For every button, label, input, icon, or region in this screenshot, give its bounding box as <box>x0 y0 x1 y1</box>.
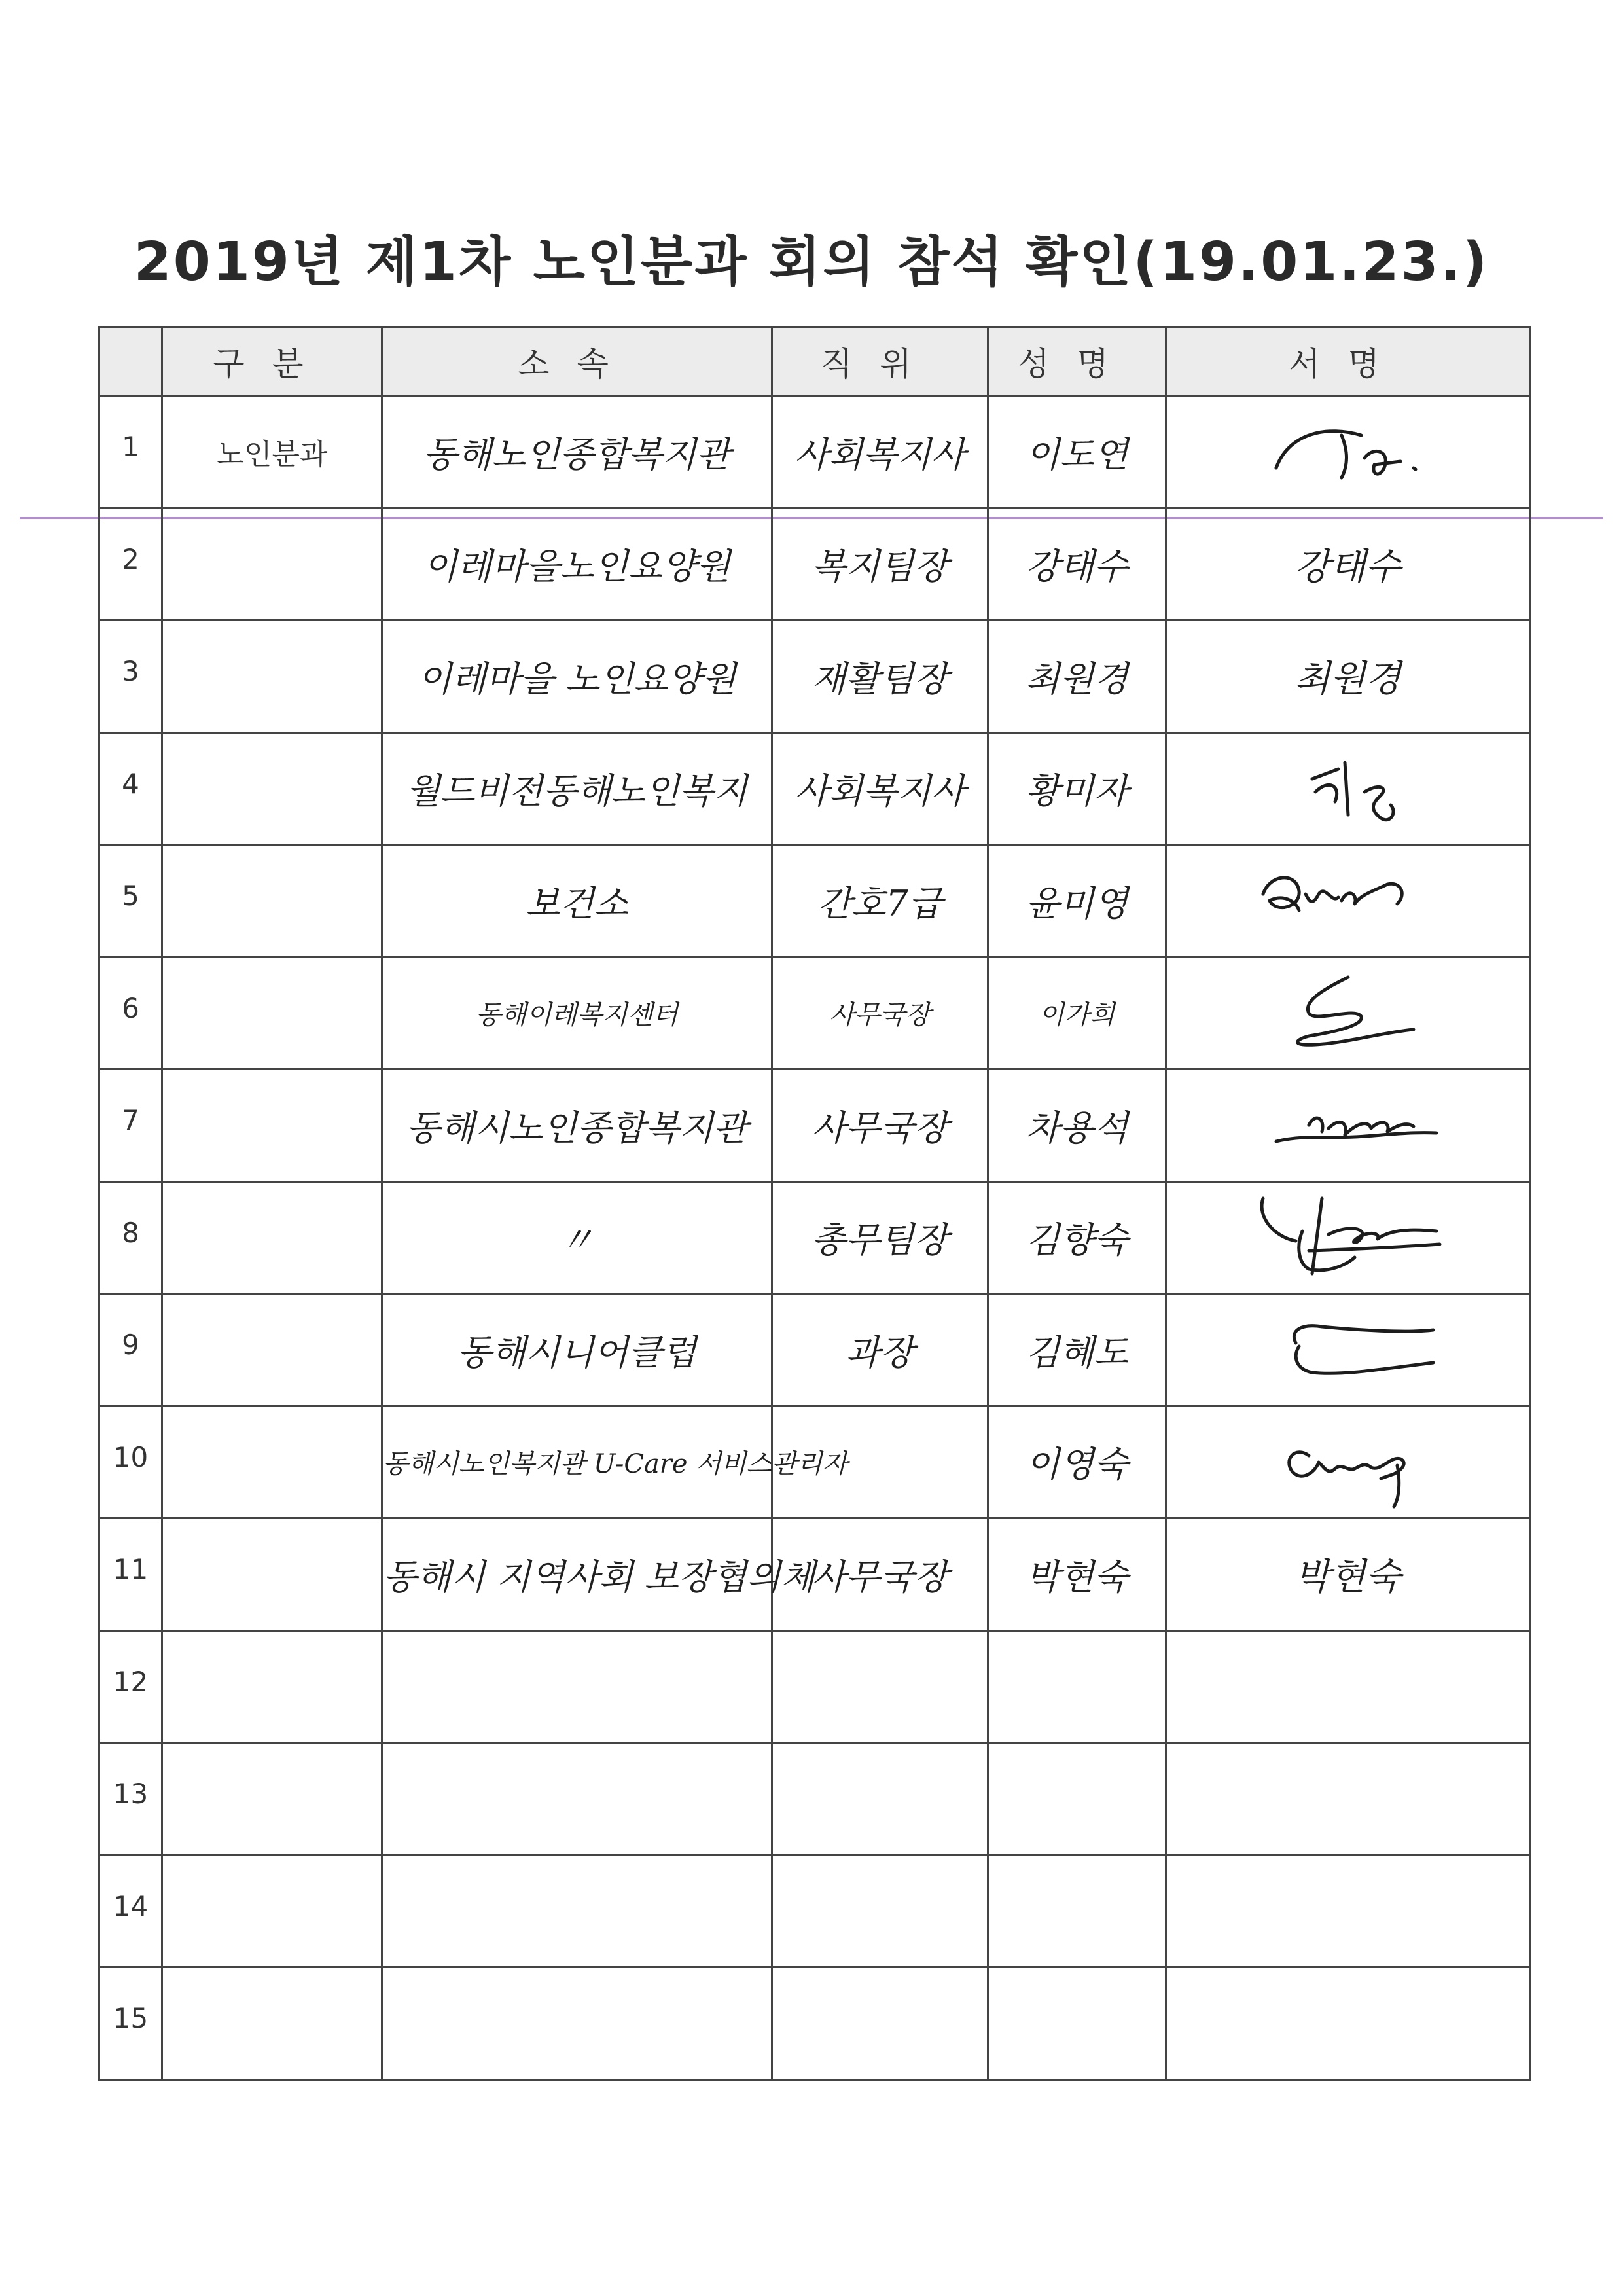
row-name: 이가희 <box>988 957 1166 1069</box>
row-number: 12 <box>99 1630 162 1743</box>
row-affiliation: 이레마을 노인요양원 <box>382 620 772 733</box>
row-affiliation: 보건소 <box>382 845 772 958</box>
row-number: 6 <box>99 957 162 1069</box>
row-name: 김혜도 <box>988 1294 1166 1407</box>
row-signature <box>1166 396 1530 509</box>
handwritten-signature <box>1250 967 1446 1059</box>
row-number: 7 <box>99 1069 162 1182</box>
row-division: 노인분과 <box>162 396 382 509</box>
row-signature: 강태수 <box>1166 508 1530 620</box>
row-signature: 박현숙 <box>1166 1518 1530 1631</box>
row-signature <box>1166 957 1530 1069</box>
handwritten-signature <box>1250 1304 1446 1395</box>
header-signature: 서명 <box>1166 327 1530 396</box>
row-affiliation: 〃 <box>382 1181 772 1294</box>
row-affiliation: 동해시 지역사회 보장협의체 <box>382 1518 772 1631</box>
row-position: 간호7급 <box>772 845 988 958</box>
row-position: 사무국장 <box>772 1069 988 1182</box>
row-position: 사무국장 <box>772 957 988 1069</box>
row-division <box>162 620 382 733</box>
row-position <box>772 1967 988 2080</box>
table-header-row <box>99 327 1530 396</box>
row-affiliation: 동해노인종합복지관 <box>382 396 772 509</box>
table-row <box>99 396 1530 509</box>
row-signature <box>1166 1855 1530 1967</box>
row-division <box>162 1630 382 1743</box>
row-signature <box>1166 732 1530 845</box>
row-position: 사회복지사 <box>772 732 988 845</box>
table-row <box>99 1967 1530 2080</box>
row-name <box>988 1743 1166 1856</box>
row-name: 차용석 <box>988 1069 1166 1182</box>
table-row <box>99 1630 1530 1743</box>
row-name: 최원경 <box>988 620 1166 733</box>
row-division <box>162 1294 382 1407</box>
row-division <box>162 1743 382 1856</box>
row-name: 이영숙 <box>988 1406 1166 1518</box>
row-affiliation: 이레마을노인요양원 <box>382 508 772 620</box>
handwritten-signature <box>1250 1079 1446 1171</box>
table-row <box>99 1069 1530 1182</box>
row-number: 15 <box>99 1967 162 2080</box>
row-division <box>162 732 382 845</box>
row-division <box>162 1181 382 1294</box>
header-number <box>99 327 162 396</box>
row-name: 이도연 <box>988 396 1166 509</box>
row-division <box>162 1855 382 1967</box>
handwritten-signature <box>1250 743 1446 834</box>
table-row <box>99 732 1530 845</box>
row-signature <box>1166 845 1530 958</box>
row-number: 1 <box>99 396 162 509</box>
table-row <box>99 1855 1530 1967</box>
table-row <box>99 1518 1530 1631</box>
row-position <box>772 1855 988 1967</box>
row-position <box>772 1630 988 1743</box>
row-position <box>772 1743 988 1856</box>
table-row <box>99 620 1530 733</box>
document-title: 2019년 제1차 노인분과 회의 참석 확인(19.01.23.) <box>134 231 1489 293</box>
row-position: 복지팀장 <box>772 508 988 620</box>
row-signature <box>1166 1743 1530 1856</box>
table-row <box>99 1406 1530 1518</box>
header-position: 직위 <box>772 327 988 396</box>
row-signature: 최원경 <box>1166 620 1530 733</box>
row-number: 5 <box>99 845 162 958</box>
row-division <box>162 845 382 958</box>
table-row <box>99 845 1530 958</box>
handwritten-signature <box>1250 1416 1446 1508</box>
row-signature <box>1166 1406 1530 1518</box>
handwritten-signature <box>1250 406 1446 497</box>
row-number: 14 <box>99 1855 162 1967</box>
row-position: 과장 <box>772 1294 988 1407</box>
row-number: 11 <box>99 1518 162 1631</box>
row-signature <box>1166 1294 1530 1407</box>
row-name: 강태수 <box>988 508 1166 620</box>
table-row <box>99 957 1530 1069</box>
row-name: 황미자 <box>988 732 1166 845</box>
table-row <box>99 1294 1530 1407</box>
row-division <box>162 1967 382 2080</box>
row-name <box>988 1630 1166 1743</box>
row-division <box>162 1518 382 1631</box>
row-name: 김향숙 <box>988 1181 1166 1294</box>
row-division <box>162 957 382 1069</box>
row-affiliation <box>382 1855 772 1967</box>
row-position: 재활팀장 <box>772 620 988 733</box>
row-affiliation <box>382 1743 772 1856</box>
row-signature <box>1166 1630 1530 1743</box>
row-division <box>162 508 382 620</box>
row-name: 윤미영 <box>988 845 1166 958</box>
row-number: 13 <box>99 1743 162 1856</box>
row-affiliation: 동해시니어클럽 <box>382 1294 772 1407</box>
row-signature <box>1166 1069 1530 1182</box>
row-number: 2 <box>99 508 162 620</box>
header-affiliation: 소속 <box>382 327 772 396</box>
row-number: 8 <box>99 1181 162 1294</box>
header-name: 성명 <box>988 327 1166 396</box>
row-signature <box>1166 1181 1530 1294</box>
row-name <box>988 1855 1166 1967</box>
row-number: 3 <box>99 620 162 733</box>
row-position: 사회복지사 <box>772 396 988 509</box>
table-row <box>99 1181 1530 1294</box>
row-affiliation: 동해시노인종합복지관 <box>382 1069 772 1182</box>
row-number: 9 <box>99 1294 162 1407</box>
row-position: 사무국장 <box>772 1518 988 1631</box>
row-division <box>162 1069 382 1182</box>
handwritten-signature <box>1250 855 1446 946</box>
row-name: 박현숙 <box>988 1518 1166 1631</box>
row-affiliation: 월드비전동해노인복지 <box>382 732 772 845</box>
row-position: 총무팀장 <box>772 1181 988 1294</box>
header-division: 구분 <box>162 327 382 396</box>
row-affiliation <box>382 1967 772 2080</box>
row-signature <box>1166 1967 1530 2080</box>
table-row <box>99 508 1530 620</box>
row-division <box>162 1406 382 1518</box>
row-affiliation: 동해이레복지센터 <box>382 957 772 1069</box>
attendance-table <box>98 326 1531 2081</box>
handwritten-signature <box>1250 1192 1446 1283</box>
row-name <box>988 1967 1166 2080</box>
row-number: 4 <box>99 732 162 845</box>
table-row <box>99 1743 1530 1856</box>
row-affiliation <box>382 1630 772 1743</box>
row-number: 10 <box>99 1406 162 1518</box>
row-affiliation: 동해시노인복지관 U-Care 서비스관리자 <box>382 1406 772 1518</box>
